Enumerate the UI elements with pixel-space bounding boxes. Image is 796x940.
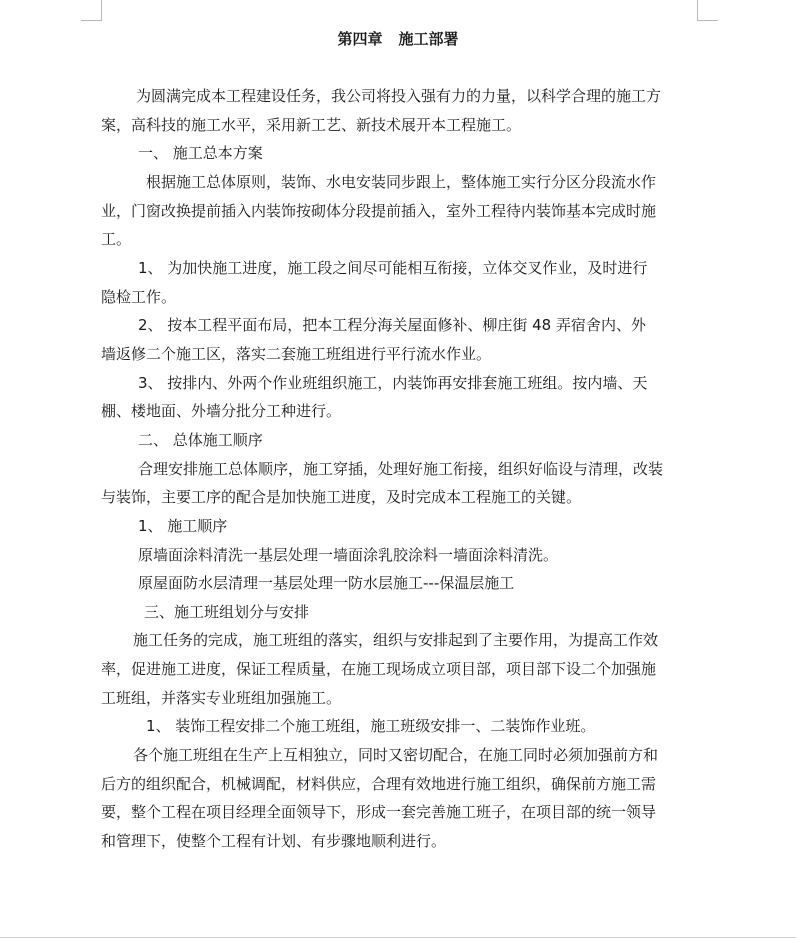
paragraph-line: 为圆满完成本工程建设任务，我公司将投入强有力的力量，以科学合理的施工方: [136, 87, 662, 105]
paragraph-line: 合理安排施工总体顺序，施工穿插，处理好施工衔接，组织好临设与清理，改装: [138, 460, 664, 478]
list-item: 1、 为加快施工进度，施工段之间尽可能相互衔接，立体交叉作业，及时进行: [138, 259, 648, 277]
chapter-title: [0, 28, 796, 50]
paragraph-line: 原墙面涂料清洗一基层处理一墙面涂乳胶涂料一墙面涂料清洗。: [138, 546, 559, 564]
paragraph-line: 和管理下，使整个工程有计划、有步骤地顺利进行。: [101, 832, 447, 850]
page-corner-mark-top-left: [81, 0, 102, 21]
paragraph-line: 施工任务的完成，施工班组的落实，组织与安排起到了主要作用，为提高工作效: [133, 631, 659, 649]
chapter-name: 施工部署: [398, 30, 459, 48]
list-item: 1、 施工顺序: [138, 517, 228, 535]
paragraph-line: 棚、楼地面、外墙分批分工种进行。: [101, 402, 342, 420]
paragraph-line: 墙返修二个施工区，落实二套施工班组进行平行流水作业。: [101, 345, 492, 363]
paragraph-line: 各个施工班组在生产上互相独立，同时又密切配合，在施工同时必须加强前方和: [133, 746, 659, 764]
paragraph-line: 案，高科技的施工水平，采用新工艺、新技术展开本工程施工。: [101, 116, 522, 134]
list-item: 1、 装饰工程安排二个施工班组，施工班级安排一、二装饰作业班。: [146, 717, 596, 735]
paragraph-line: 与装饰，主要工序的配合是加快施工进度，及时完成本工程施工的关键。: [101, 488, 582, 506]
chapter-number: 第四章: [337, 30, 383, 48]
list-item: 2、 按本工程平面布局，把本工程分海关屋面修补、柳庄街 48 弄宿舍内、外: [138, 316, 646, 334]
paragraph-line: 要，整个工程在项目经理全面领导下，形成一套完善施工班子，在项目部的统一领导: [101, 803, 657, 821]
paragraph-line: 根据施工总体原则，装饰、水电安装同步跟上，整体施工实行分区分段流水作: [146, 173, 657, 191]
page-corner-mark-top-right: [697, 0, 718, 21]
paragraph-line: 工班组，并落实专业班组加强施工。: [101, 689, 342, 707]
page-bottom-rule: [0, 937, 796, 938]
paragraph-line: 率，促进施工进度，保证工程质量，在施工现场成立项目部，项目部下设二个加强施: [101, 660, 657, 678]
paragraph-line: 工。: [101, 230, 132, 248]
list-item: 3、 按排内、外两个作业班组织施工，内装饰再安排套施工班组。按内墙、天: [138, 374, 648, 392]
paragraph-line: 原屋面防水层清理一基层处理一防水层施工---保温层施工: [138, 574, 515, 592]
paragraph-line: 隐检工作。: [101, 288, 177, 306]
paragraph-line: 业，门窗改换提前插入内装饰按砌体分段提前插入，室外工程待内装饰基本完成时施: [101, 202, 657, 220]
section-heading: 二、 总体施工顺序: [138, 431, 263, 449]
section-heading: 一、 施工总本方案: [138, 144, 263, 162]
section-heading: 三、施工班组划分与安排: [144, 603, 310, 621]
paragraph-line: 后方的组织配合，机械调配，材料供应，合理有效地进行施工组织，确保前方施工需: [101, 775, 657, 793]
